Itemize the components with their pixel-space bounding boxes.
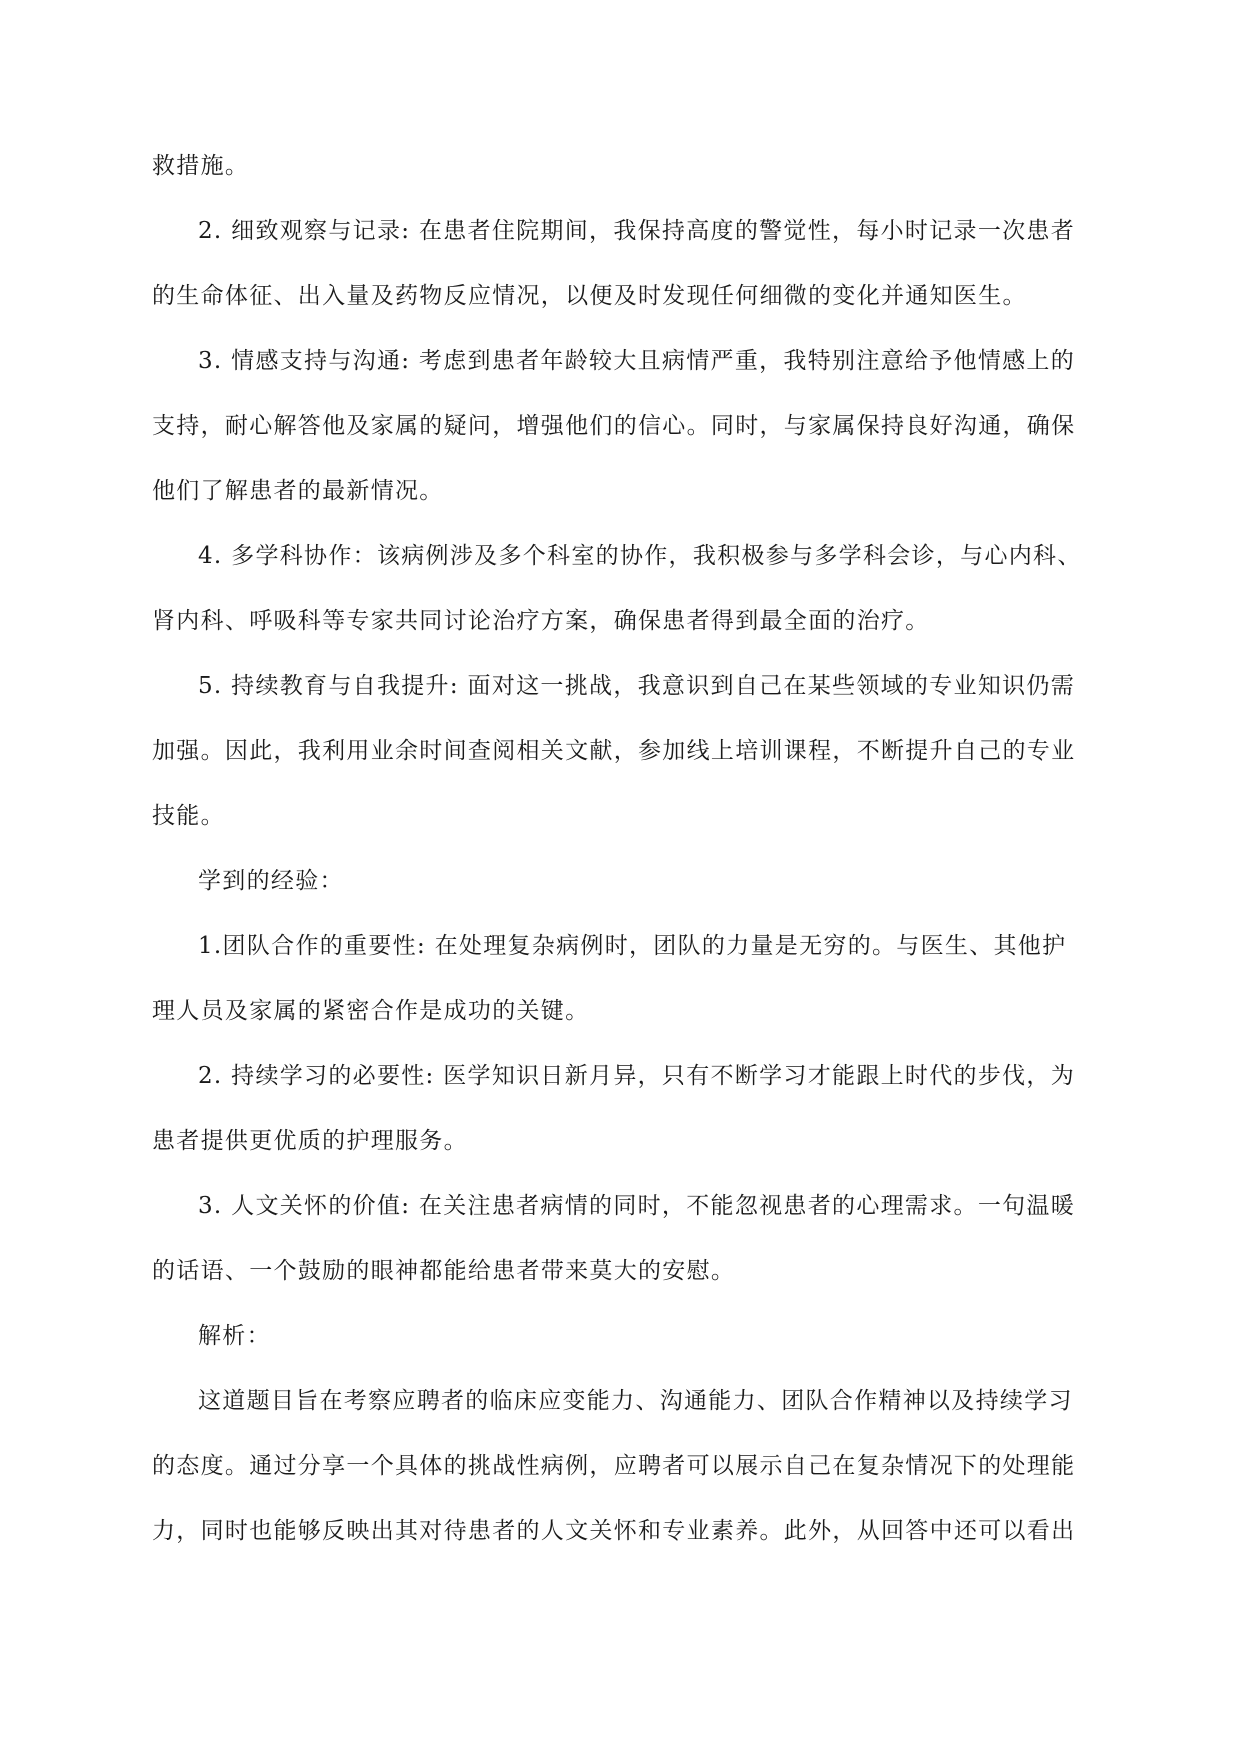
text-line: 3. 情感支持与沟通: 考虑到患者年龄较大且病情严重，我特别注意给予他情感上的 — [198, 348, 1076, 374]
text-line: 的生命体征、出入量及药物反应情况，以便及时发现任何细微的变化并通知医生。 — [152, 283, 1027, 309]
text-line: 4. 多学科协作：该病例涉及多个科室的协作，我积极参与多学科会诊，与心内科、 — [198, 543, 1082, 569]
text-line: 3. 人文关怀的价值: 在关注患者病情的同时，不能忽视患者的心理需求。一句温暖 — [198, 1193, 1076, 1219]
text-line: 理人员及家属的紧密合作是成功的关键。 — [152, 998, 590, 1024]
text-line: 支持，耐心解答他及家属的疑问，增强他们的信心。同时，与家属保持良好沟通，确保 — [152, 413, 1076, 439]
text-line: 的话语、一个鼓励的眼神都能给患者带来莫大的安慰。 — [152, 1258, 736, 1284]
text-line: 患者提供更优质的护理服务。 — [152, 1128, 468, 1154]
text-line: 肾内科、呼吸科等专家共同讨论治疗方案，确保患者得到最全面的治疗。 — [152, 608, 930, 634]
text-line: 技能。 — [152, 803, 225, 829]
text-line: 5. 持续教育与自我提升: 面对这一挑战，我意识到自己在某些领域的专业知识仍需 — [198, 673, 1076, 699]
text-line: 这道题目旨在考察应聘者的临床应变能力、沟通能力、团队合作精神以及持续学习 — [198, 1388, 1073, 1414]
section-heading: 解析： — [198, 1323, 271, 1349]
text-line: 力，同时也能够反映出其对待患者的人文关怀和专业素养。此外，从回答中还可以看出 — [152, 1518, 1076, 1544]
text-line: 1.团队合作的重要性: 在处理复杂病例时，团队的力量是无穷的。与医生、其他护 — [198, 933, 1067, 959]
text-line: 加强。因此，我利用业余时间查阅相关文献，参加线上培训课程，不断提升自己的专业 — [152, 738, 1076, 764]
text-line: 2. 细致观察与记录: 在患者住院期间，我保持高度的警觉性，每小时记录一次患者 — [198, 218, 1076, 244]
text-line: 的态度。通过分享一个具体的挑战性病例，应聘者可以展示自己在复杂情况下的处理能 — [152, 1453, 1076, 1479]
text-line: 2. 持续学习的必要性: 医学知识日新月异，只有不断学习才能跟上时代的步伐，为 — [198, 1063, 1076, 1089]
text-line: 救措施。 — [152, 153, 250, 179]
text-line: 他们了解患者的最新情况。 — [152, 478, 444, 504]
section-heading: 学到的经验： — [198, 868, 344, 894]
